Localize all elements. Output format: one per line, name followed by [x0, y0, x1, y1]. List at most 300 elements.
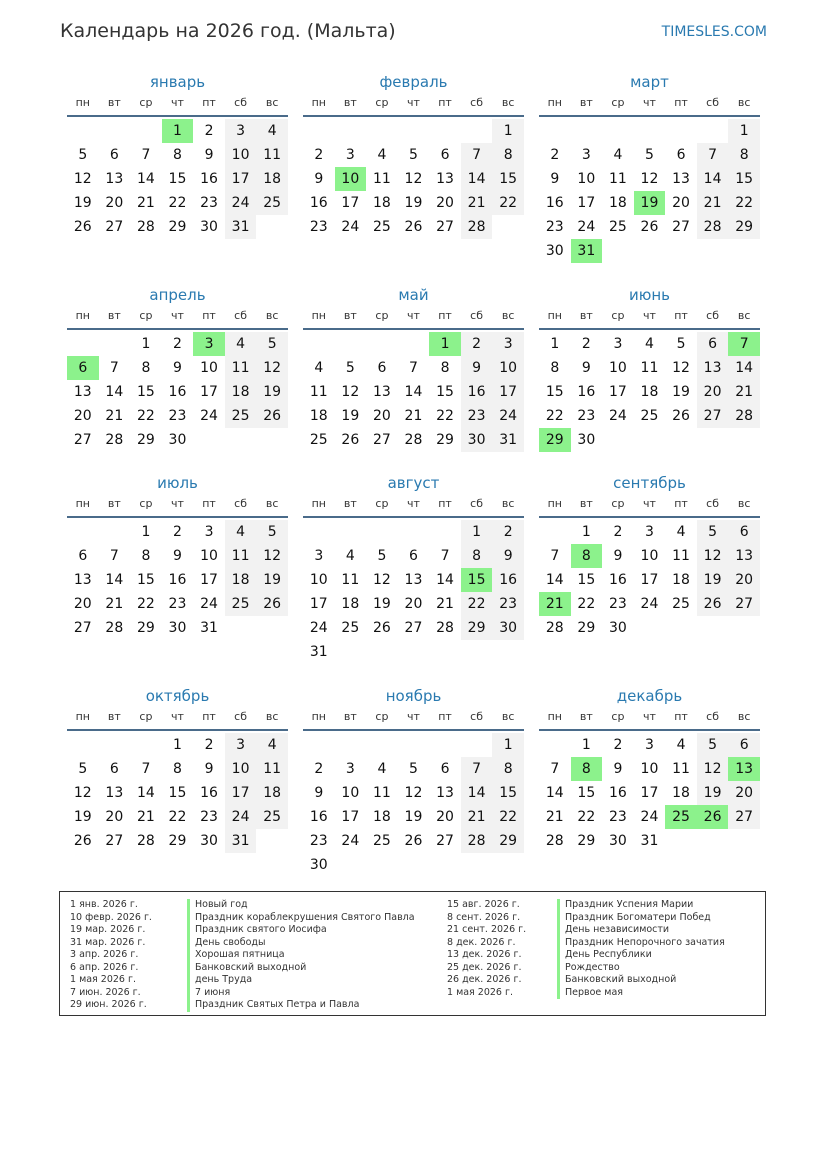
legend-date: 26 дек. 2026 г. — [447, 974, 522, 985]
days-grid — [67, 520, 288, 640]
empty-cell — [571, 119, 603, 143]
day-cell: 26 — [341, 432, 360, 448]
day-cell: 23 — [168, 408, 187, 424]
day-cell: 14 — [461, 781, 493, 805]
day-cell: 1 — [141, 524, 151, 540]
weekday-label: вт — [107, 96, 121, 109]
weekday-label: пн — [75, 309, 90, 322]
legend-row — [70, 899, 415, 912]
holiday-day: 1 — [162, 119, 194, 143]
day-cell: 17 — [309, 596, 328, 612]
day-cell: 12 — [256, 544, 288, 568]
weekday-label: вс — [737, 710, 751, 723]
weekday-divider — [539, 115, 760, 117]
weekday-label: чт — [643, 710, 656, 723]
holiday-day: 1 — [429, 332, 461, 356]
day-cell: 14 — [545, 785, 564, 801]
legend-date: 8 сент. 2026 г. — [447, 911, 521, 923]
day-cell: 17 — [341, 809, 360, 825]
day-cell: 22 — [168, 195, 187, 211]
day-cell: 4 — [225, 520, 257, 544]
holiday-day: 25 — [665, 805, 697, 829]
empty-cell — [303, 733, 335, 757]
day-cell: 29 — [577, 833, 596, 849]
day-cell: 16 — [545, 195, 564, 211]
day-cell: 4 — [676, 737, 686, 753]
day-cell: 8 — [728, 143, 760, 167]
empty-cell — [539, 733, 571, 757]
month-10 — [67, 684, 288, 853]
day-cell: 30 — [545, 243, 564, 259]
month-5 — [303, 283, 524, 452]
day-cell: 19 — [404, 195, 423, 211]
weekday-label: чт — [171, 710, 184, 723]
month-6 — [539, 283, 760, 452]
day-cell: 6 — [377, 360, 387, 376]
day-cell: 5 — [409, 147, 418, 163]
day-cell: 5 — [645, 147, 654, 163]
weekday-label: вс — [501, 710, 515, 723]
weekday-label: пт — [674, 710, 688, 723]
day-cell: 7 — [141, 147, 151, 163]
day-cell: 25 — [256, 191, 288, 215]
day-cell: 21 — [136, 809, 155, 825]
empty-cell — [539, 119, 571, 143]
weekday-label: пт — [438, 710, 452, 723]
empty-cell — [366, 332, 398, 356]
day-cell: 8 — [461, 544, 493, 568]
weekday-divider — [539, 516, 760, 518]
legend-holiday-name: Банковский выходной — [187, 962, 306, 975]
day-cell: 12 — [404, 785, 423, 801]
day-cell: 25 — [608, 219, 627, 235]
day-cell: 28 — [545, 620, 564, 636]
legend-date: 6 апр. 2026 г. — [70, 961, 139, 973]
weekday-header — [539, 708, 760, 726]
legend-row — [70, 949, 415, 962]
weekday-divider — [67, 516, 288, 518]
legend-date: 8 дек. 2026 г. — [447, 936, 516, 948]
day-cell: 12 — [404, 171, 423, 187]
day-cell: 1 — [581, 737, 591, 753]
day-cell: 16 — [168, 572, 187, 588]
day-cell: 22 — [136, 596, 155, 612]
day-cell: 31 — [640, 833, 659, 849]
month-name: июль — [157, 474, 198, 492]
day-cell: 20 — [73, 408, 92, 424]
day-cell: 8 — [173, 761, 182, 777]
day-cell: 23 — [309, 219, 328, 235]
weekday-label: сб — [470, 497, 484, 510]
weekday-label: ср — [611, 710, 625, 723]
weekday-label: вс — [265, 497, 279, 510]
weekday-label: пт — [674, 497, 688, 510]
day-cell: 28 — [136, 833, 155, 849]
holiday-day: 26 — [697, 805, 729, 829]
day-cell: 11 — [640, 360, 659, 376]
weekday-label: пт — [674, 309, 688, 322]
day-cell: 5 — [256, 332, 288, 356]
day-cell: 27 — [404, 620, 423, 636]
weekday-header — [303, 94, 524, 112]
legend-date: 31 мар. 2026 г. — [70, 936, 146, 948]
weekday-label: пн — [547, 497, 562, 510]
day-cell: 31 — [200, 620, 218, 636]
day-cell: 25 — [672, 596, 690, 612]
legend-date: 29 июн. 2026 г. — [70, 999, 147, 1010]
month-name: декабрь — [616, 687, 683, 705]
weekday-header — [303, 307, 524, 325]
day-cell: 27 — [105, 833, 124, 849]
holiday-day: 6 — [67, 356, 99, 380]
weekday-label: ср — [375, 497, 389, 510]
day-cell: 13 — [672, 171, 690, 187]
day-cell: 20 — [697, 380, 729, 404]
day-cell: 9 — [581, 360, 591, 376]
weekday-header — [67, 495, 288, 513]
weekday-label: пн — [547, 710, 562, 723]
day-cell: 30 — [200, 833, 218, 849]
day-cell: 12 — [697, 757, 729, 781]
day-cell: 6 — [440, 761, 450, 777]
day-cell: 16 — [461, 380, 493, 404]
days-grid — [539, 332, 760, 452]
day-cell: 24 — [341, 219, 360, 235]
legend-row — [447, 974, 725, 987]
day-cell: 21 — [728, 380, 760, 404]
day-cell: 4 — [645, 336, 654, 352]
day-cell: 27 — [73, 620, 92, 636]
days-grid — [303, 332, 524, 452]
day-cell: 5 — [377, 548, 387, 564]
month-name: апрель — [149, 286, 206, 304]
day-cell: 30 — [461, 428, 493, 452]
day-cell: 1 — [492, 119, 524, 143]
day-cell: 24 — [225, 191, 257, 215]
day-cell: 3 — [345, 761, 355, 777]
weekday-label: ср — [139, 96, 153, 109]
month-name: февраль — [379, 73, 448, 91]
month-3 — [539, 70, 760, 263]
month-12 — [539, 684, 760, 853]
day-cell: 24 — [200, 408, 218, 424]
day-cell: 5 — [256, 520, 288, 544]
day-cell: 6 — [728, 733, 760, 757]
day-cell: 9 — [314, 785, 324, 801]
day-cell: 19 — [697, 781, 729, 805]
day-cell: 26 — [404, 833, 423, 849]
day-cell: 9 — [173, 360, 182, 376]
day-cell: 31 — [492, 428, 524, 452]
site-link[interactable]: TIMESLES.COM — [661, 24, 767, 40]
day-cell: 7 — [109, 360, 119, 376]
day-cell: 6 — [109, 761, 119, 777]
legend-column-left — [70, 899, 415, 1012]
day-cell: 1 — [581, 524, 591, 540]
day-cell: 16 — [200, 785, 218, 801]
day-cell: 6 — [440, 147, 450, 163]
month-name: август — [387, 474, 440, 492]
day-cell: 10 — [577, 171, 596, 187]
empty-cell — [634, 119, 666, 143]
empty-cell — [366, 119, 398, 143]
weekday-label: пн — [311, 710, 326, 723]
day-cell: 31 — [225, 215, 257, 239]
empty-cell — [665, 119, 697, 143]
day-cell: 25 — [640, 408, 659, 424]
day-cell: 1 — [550, 336, 560, 352]
weekday-label: вс — [265, 710, 279, 723]
day-cell: 21 — [436, 596, 454, 612]
day-cell: 28 — [461, 829, 493, 853]
empty-cell — [335, 332, 367, 356]
weekday-label: пт — [438, 309, 452, 322]
day-cell: 6 — [697, 332, 729, 356]
legend-holiday-name: Первое мая — [557, 987, 623, 1000]
day-cell: 12 — [73, 785, 92, 801]
day-cell: 7 — [550, 761, 560, 777]
month-1 — [67, 70, 288, 239]
day-cell: 17 — [341, 195, 360, 211]
day-cell: 13 — [73, 572, 92, 588]
day-cell: 9 — [173, 548, 182, 564]
weekday-label: вс — [501, 309, 515, 322]
weekday-divider — [303, 328, 524, 330]
day-cell: 26 — [372, 620, 391, 636]
day-cell: 27 — [697, 404, 729, 428]
day-cell: 16 — [608, 785, 627, 801]
day-cell: 11 — [256, 143, 288, 167]
day-cell: 6 — [78, 548, 88, 564]
day-cell: 28 — [697, 215, 729, 239]
day-cell: 28 — [136, 219, 155, 235]
day-cell: 7 — [697, 143, 729, 167]
weekday-label: вт — [343, 710, 357, 723]
day-cell: 4 — [225, 332, 257, 356]
day-cell: 8 — [141, 360, 151, 376]
month-11 — [303, 684, 524, 877]
day-cell: 11 — [225, 356, 257, 380]
weekday-divider — [303, 115, 524, 117]
legend-row — [447, 949, 725, 962]
day-cell: 14 — [728, 356, 760, 380]
empty-cell — [398, 520, 430, 544]
weekday-label: ср — [139, 309, 153, 322]
days-grid — [303, 733, 524, 877]
day-cell: 3 — [613, 336, 623, 352]
weekday-label: чт — [643, 309, 656, 322]
day-cell: 23 — [545, 219, 564, 235]
legend-holiday-name: день Труда — [187, 974, 252, 987]
day-cell: 1 — [492, 733, 524, 757]
day-cell: 20 — [105, 195, 124, 211]
day-cell: 3 — [645, 737, 654, 753]
weekday-label: вс — [737, 497, 751, 510]
day-cell: 20 — [436, 195, 454, 211]
legend-row — [70, 974, 415, 987]
day-cell: 10 — [200, 360, 218, 376]
weekday-label: вт — [107, 497, 121, 510]
day-cell: 15 — [168, 785, 187, 801]
month-name: январь — [149, 73, 206, 91]
day-cell: 15 — [136, 384, 155, 400]
day-cell: 23 — [309, 833, 328, 849]
day-cell: 4 — [676, 524, 686, 540]
weekday-label: чт — [171, 309, 184, 322]
day-cell: 10 — [341, 785, 360, 801]
day-cell: 17 — [640, 572, 659, 588]
day-cell: 21 — [461, 805, 493, 829]
empty-cell — [602, 119, 634, 143]
day-cell: 19 — [672, 384, 690, 400]
weekday-label: ср — [611, 96, 625, 109]
weekday-label: пн — [311, 309, 326, 322]
legend-row — [70, 999, 415, 1012]
weekday-header — [67, 307, 288, 325]
weekday-label: вс — [265, 96, 279, 109]
day-cell: 2 — [314, 761, 324, 777]
day-cell: 21 — [461, 191, 493, 215]
month-name: март — [630, 73, 669, 91]
day-cell: 23 — [492, 592, 524, 616]
weekday-label: ср — [375, 710, 389, 723]
legend-holiday-name: Праздник Успения Марии — [557, 899, 693, 912]
weekday-label: пт — [438, 96, 452, 109]
legend-date: 3 апр. 2026 г. — [70, 949, 139, 960]
day-cell: 3 — [204, 524, 214, 540]
day-cell: 22 — [461, 592, 493, 616]
day-cell: 26 — [256, 404, 288, 428]
day-cell: 24 — [577, 219, 596, 235]
day-cell: 5 — [345, 360, 355, 376]
day-cell: 16 — [309, 195, 328, 211]
days-grid — [67, 332, 288, 452]
day-cell: 26 — [73, 219, 92, 235]
weekday-label: вт — [579, 309, 593, 322]
weekday-label: вс — [265, 309, 279, 322]
day-cell: 9 — [204, 761, 214, 777]
day-cell: 17 — [200, 572, 218, 588]
empty-cell — [303, 119, 335, 143]
day-cell: 1 — [141, 336, 151, 352]
weekday-label: сб — [706, 710, 720, 723]
day-cell: 9 — [550, 171, 560, 187]
day-cell: 11 — [672, 761, 690, 777]
day-cell: 2 — [173, 524, 182, 540]
legend-row — [70, 937, 415, 950]
day-cell: 19 — [341, 408, 360, 424]
day-cell: 29 — [168, 833, 187, 849]
day-cell: 17 — [200, 384, 218, 400]
day-cell: 22 — [728, 191, 760, 215]
day-cell: 9 — [461, 356, 493, 380]
day-cell: 2 — [461, 332, 493, 356]
weekday-label: пт — [202, 309, 216, 322]
day-cell: 3 — [225, 733, 257, 757]
weekday-label: вт — [343, 96, 357, 109]
legend-holiday-name: Праздник Непорочного зачатия — [557, 937, 725, 950]
day-cell: 19 — [404, 809, 423, 825]
day-cell: 20 — [105, 809, 124, 825]
empty-cell — [67, 520, 99, 544]
day-cell: 16 — [200, 171, 218, 187]
day-cell: 7 — [409, 360, 418, 376]
day-cell: 12 — [256, 356, 288, 380]
day-cell: 26 — [697, 592, 729, 616]
weekday-label: пн — [311, 96, 326, 109]
day-cell: 22 — [545, 408, 564, 424]
weekday-label: вт — [579, 710, 593, 723]
holiday-legend — [59, 891, 766, 1016]
day-cell: 13 — [436, 171, 454, 187]
day-cell: 28 — [545, 833, 564, 849]
day-cell: 24 — [608, 408, 627, 424]
empty-cell — [398, 733, 430, 757]
day-cell: 27 — [436, 833, 454, 849]
day-cell: 28 — [404, 432, 423, 448]
weekday-label: сб — [234, 710, 248, 723]
day-cell: 16 — [168, 384, 187, 400]
weekday-label: вс — [737, 309, 751, 322]
legend-row — [447, 912, 725, 925]
day-cell: 12 — [697, 544, 729, 568]
day-cell: 13 — [728, 544, 760, 568]
weekday-header — [539, 495, 760, 513]
day-cell: 5 — [697, 520, 729, 544]
day-cell: 18 — [341, 596, 360, 612]
day-cell: 23 — [200, 195, 218, 211]
day-cell: 27 — [73, 432, 92, 448]
day-cell: 25 — [372, 833, 391, 849]
day-cell: 10 — [225, 757, 257, 781]
day-cell: 29 — [577, 620, 596, 636]
weekday-label: пн — [75, 96, 90, 109]
day-cell: 8 — [550, 360, 560, 376]
day-cell: 9 — [314, 171, 324, 187]
legend-holiday-name: Банковский выходной — [557, 974, 676, 987]
day-cell: 10 — [200, 548, 218, 564]
day-cell: 22 — [577, 596, 596, 612]
day-cell: 18 — [640, 384, 659, 400]
day-cell: 30 — [608, 833, 627, 849]
day-cell: 9 — [492, 544, 524, 568]
days-grid — [303, 119, 524, 239]
day-cell: 15 — [577, 572, 596, 588]
empty-cell — [335, 733, 367, 757]
day-cell: 4 — [256, 119, 288, 143]
day-cell: 21 — [404, 408, 423, 424]
legend-holiday-name: День Республики — [557, 949, 652, 962]
empty-cell — [539, 520, 571, 544]
month-name: октябрь — [145, 687, 210, 705]
weekday-label: вт — [107, 710, 121, 723]
legend-date: 15 авг. 2026 г. — [447, 899, 520, 910]
weekday-label: вс — [737, 96, 751, 109]
weekday-label: ср — [139, 710, 153, 723]
day-cell: 25 — [225, 592, 257, 616]
day-cell: 8 — [141, 548, 151, 564]
day-cell: 13 — [105, 785, 124, 801]
day-cell: 3 — [645, 524, 654, 540]
day-cell: 22 — [136, 408, 155, 424]
day-cell: 19 — [73, 809, 92, 825]
day-cell: 4 — [345, 548, 355, 564]
empty-cell — [366, 733, 398, 757]
day-cell: 13 — [105, 171, 124, 187]
day-cell: 28 — [105, 432, 124, 448]
legend-row — [70, 924, 415, 937]
weekday-label: пн — [75, 497, 90, 510]
